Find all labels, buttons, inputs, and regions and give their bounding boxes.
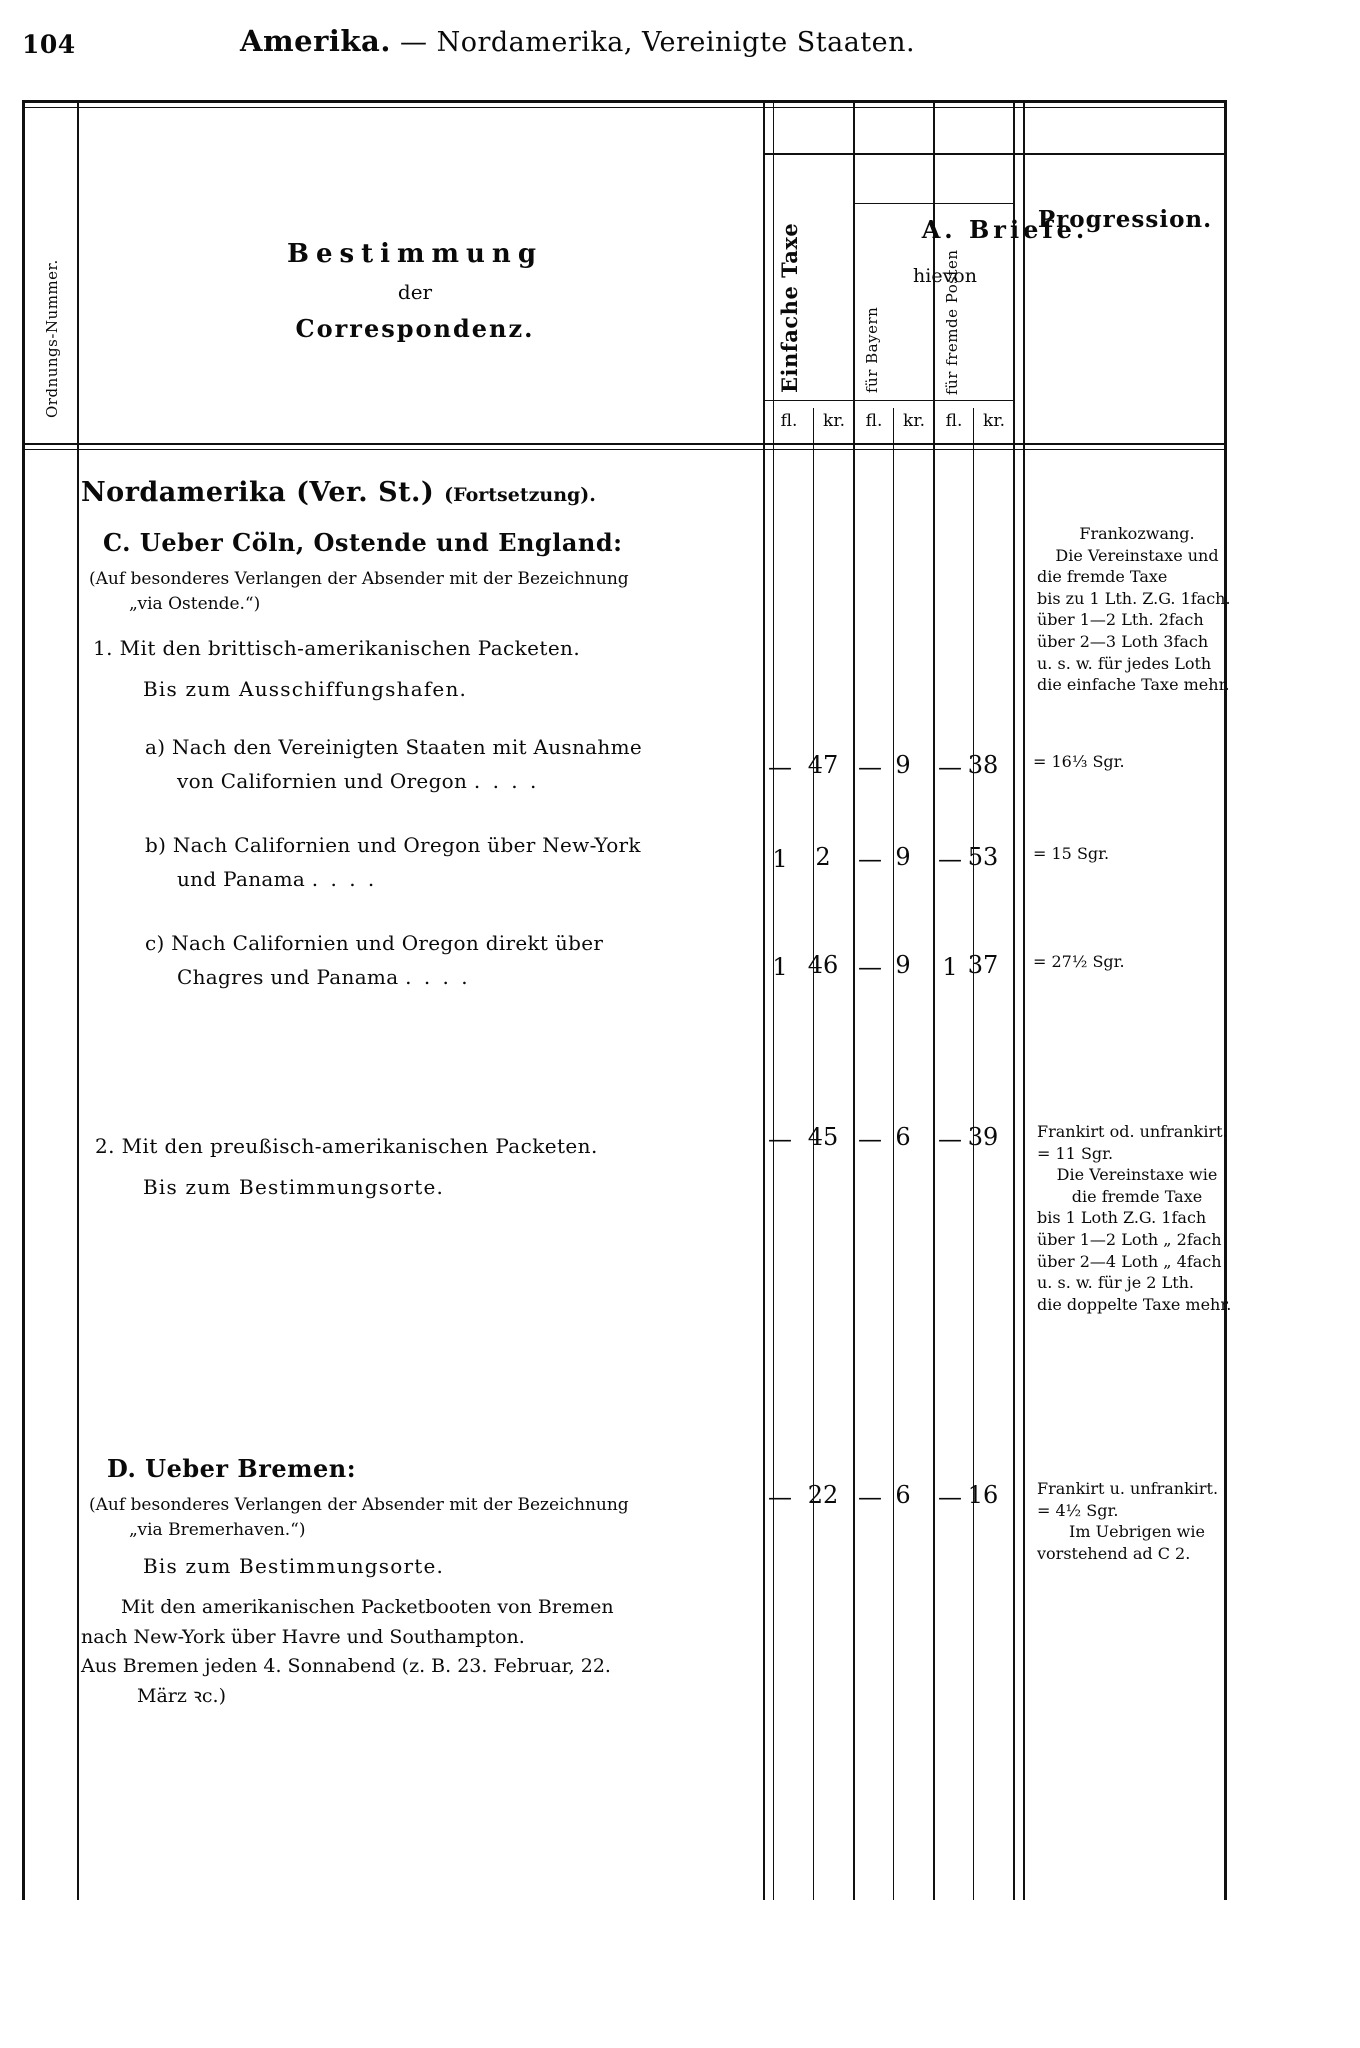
row-b-fremde-fl: —: [938, 845, 962, 873]
item-2-subheading: Bis zum Bestimmungsorte.: [143, 1175, 445, 1200]
item-2-heading: 2. Mit den preußisch-amerikanischen Packeten.: [95, 1134, 598, 1159]
item-1-subheading: Bis zum Ausschiffungshafen.: [143, 677, 468, 702]
rule-v-ordnung-right: [77, 103, 79, 1900]
progression-1-line8: die einfache Taxe mehr.: [1037, 675, 1230, 695]
column-header-fuer-fremde-posten: für fremde Posten: [943, 249, 961, 395]
entry-a-leader: . . . .: [473, 769, 540, 794]
column-header-ordnungs-nummer: Ordnungs-Nummer.: [43, 259, 61, 418]
progression-block-1: [1037, 523, 1237, 696]
d-paragraph-line3: Aus Bremen jeden 4. Sonnabend (z. B. 23. Februar, 22.: [81, 1655, 611, 1678]
progression-3-line2: = 4½ Sgr.: [1037, 1500, 1119, 1520]
item-1-heading: 1. Mit den brittisch-amerikanischen Packeten.: [93, 636, 581, 661]
rule-v-dest-right-2: [773, 103, 774, 1900]
row-a-fremde-kr: 38: [967, 751, 999, 779]
progression-2-line9: die doppelte Taxe mehr.: [1037, 1294, 1232, 1314]
subsection-d-heading: D. Ueber Bremen:: [107, 1454, 357, 1484]
subsection-d-note-line1: (Auf besonderes Verlangen der Absender mit der Bezeichnung: [89, 1495, 629, 1516]
d-paragraph-line1: Mit den amerikanischen Packetbooten von Bremen: [121, 1596, 614, 1619]
row-d-taxe-fl: —: [768, 1483, 792, 1511]
progression-1-line4: bis zu 1 Lth. Z.G. 1fach.: [1037, 588, 1231, 608]
spacer-2: [81, 1202, 753, 1452]
tariff-table: [22, 100, 1232, 1900]
row-b-taxe-fl: 1: [772, 845, 788, 873]
progression-row-b: = 15 Sgr.: [1033, 844, 1110, 863]
row-c-fremde-kr: 37: [967, 951, 999, 979]
row-a-fremde-fl: —: [938, 753, 962, 781]
progression-1-line6: über 2—3 Loth 3fach: [1037, 631, 1209, 651]
column-header-einfache-taxe: Einfache Taxe: [777, 222, 802, 393]
progression-2-line6: über 1—2 Loth „ 2fach: [1037, 1229, 1222, 1249]
subsection-d-note: [89, 1493, 753, 1542]
rule-v-fremde-mid: [973, 408, 974, 1900]
column-header-progression: Progression.: [1037, 206, 1213, 233]
row-a-bayern-fl: —: [858, 753, 882, 781]
progression-3-line4: vorstehend ad C 2.: [1037, 1543, 1191, 1563]
row-2-taxe-kr: 45: [807, 1123, 839, 1151]
subsection-c-heading: C. Ueber Cöln, Ostende und England:: [103, 528, 623, 558]
column-header-fuer-bayern: für Bayern: [863, 306, 881, 393]
progression-2-line1: Frankirt od. unfrankirt.: [1037, 1122, 1228, 1141]
rule-h-head-bottom: [25, 443, 1224, 445]
unit-taxe-kr: kr.: [823, 411, 845, 431]
running-head: [240, 24, 1110, 58]
rule-h-units-top: [763, 400, 1014, 401]
rule-v-bayern-right: [933, 103, 935, 1900]
section-heading-suffix: (Fortsetzung).: [444, 484, 596, 506]
unit-taxe-fl: fl.: [780, 411, 798, 431]
entry-a-line2: von Californien und Oregon: [177, 769, 468, 794]
row-2-taxe-fl: —: [768, 1125, 792, 1153]
row-d-fremde-kr: 16: [967, 1481, 999, 1509]
row-c-taxe-fl: 1: [772, 953, 788, 981]
destination-line-3: Correspondenz.: [295, 313, 535, 343]
rule-v-taxe-right: [853, 103, 855, 1900]
row-c-bayern-fl: —: [858, 953, 882, 981]
subsection-c-note-line2: „via Ostende.“): [129, 593, 261, 614]
destination-line-1: Bestimmung: [286, 239, 544, 269]
unit-fremde-fl: fl.: [945, 411, 963, 431]
row-2-bayern-fl: —: [858, 1125, 882, 1153]
row-c-bayern-kr: 9: [895, 951, 911, 979]
row-2-fremde-kr: 39: [967, 1123, 999, 1151]
progression-3-line3: Im Uebrigen wie: [1069, 1522, 1205, 1542]
rule-v-fremde-right: [1013, 103, 1015, 1900]
row-a-taxe-fl: —: [768, 753, 792, 781]
spacer-1: [81, 994, 753, 1114]
rule-v-dest-right: [763, 103, 765, 1900]
rule-h-head-bottom-2: [25, 449, 1224, 450]
entry-b-line2: und Panama: [177, 867, 306, 892]
progression-row-a: = 16⅓ Sgr.: [1033, 752, 1125, 771]
row-c-fremde-fl: 1: [942, 953, 958, 981]
subsection-d-paragraph: [81, 1593, 753, 1711]
progression-row-c: = 27½ Sgr.: [1033, 952, 1125, 971]
d-paragraph-line2: nach New-York über Havre und Southampton.: [81, 1625, 525, 1648]
row-a-bayern-kr: 9: [895, 751, 911, 779]
row-c-taxe-kr: 46: [807, 951, 839, 979]
row-d-taxe-kr: 22: [807, 1481, 839, 1509]
progression-1-line1: Frankozwang.: [1079, 524, 1195, 543]
row-a-taxe-kr: 47: [807, 751, 839, 779]
progression-1-line2: Die Vereinstaxe und: [1055, 545, 1219, 565]
entry-c-line1: c) Nach Californien und Oregon direkt über: [145, 931, 604, 956]
entry-a: [145, 730, 753, 798]
section-heading: [81, 473, 753, 512]
row-b-bayern-kr: 9: [895, 843, 911, 871]
entry-c-leader: . . . .: [405, 965, 471, 990]
subsection-d-note-line2: „via Bremerhaven.“): [129, 1519, 306, 1540]
destination-cell: [81, 473, 753, 1711]
progression-3-line1: Frankirt u. unfrankirt.: [1037, 1479, 1219, 1498]
rule-h-hievon-bottom: [853, 203, 1014, 204]
unit-bayern-fl: fl.: [865, 411, 883, 431]
subsection-c-note-line1: (Auf besonderes Verlangen der Absender mit der Bezeichnung: [89, 568, 629, 589]
progression-1-line5: über 1—2 Lth. 2fach: [1037, 610, 1204, 630]
progression-2-line8: u. s. w. für je 2 Lth.: [1037, 1273, 1195, 1293]
row-d-bayern-kr: 6: [895, 1481, 911, 1509]
column-header-section-a: A. Briefe.: [921, 215, 1089, 244]
progression-2-line7: über 2—4 Loth „ 4fach: [1037, 1251, 1222, 1271]
progression-block-3: [1037, 1478, 1237, 1564]
row-b-fremde-kr: 53: [967, 843, 999, 871]
progression-2-line5: bis 1 Loth Z.G. 1fach: [1037, 1208, 1207, 1228]
subsection-d-subheading: Bis zum Bestimmungsorte.: [143, 1554, 445, 1579]
running-head-rest: — Nordamerika, Vereinigte Staaten.: [400, 27, 916, 58]
page-number: 104: [22, 30, 76, 59]
progression-1-line7: u. s. w. für jedes Loth: [1037, 653, 1212, 673]
row-d-fremde-fl: —: [938, 1483, 962, 1511]
progression-1-line3: die fremde Taxe: [1037, 567, 1168, 587]
column-header-destination: [85, 233, 745, 348]
entry-c-line2: Chagres und Panama: [177, 965, 399, 990]
column-header-hievon: hievon: [913, 265, 977, 287]
row-b-bayern-fl: —: [858, 845, 882, 873]
progression-2-line3: Die Vereinstaxe wie: [1056, 1165, 1218, 1185]
progression-2-line2: = 11 Sgr.: [1037, 1143, 1114, 1163]
entry-c: [145, 926, 753, 994]
subsection-c-note: [89, 567, 753, 616]
unit-bayern-kr: kr.: [903, 411, 925, 431]
entry-b-line1: b) Nach Californien und Oregon über New-York: [145, 833, 641, 858]
rule-v-taxe-mid: [813, 408, 814, 1900]
row-d-bayern-fl: —: [858, 1483, 882, 1511]
row-2-fremde-fl: —: [938, 1125, 962, 1153]
rule-v-progression-left: [1023, 103, 1025, 1900]
row-2-bayern-kr: 6: [895, 1123, 911, 1151]
entry-b-leader: . . . .: [311, 867, 378, 892]
progression-2-line4: die fremde Taxe: [1071, 1186, 1203, 1206]
progression-block-2: [1037, 1121, 1237, 1315]
unit-fremde-kr: kr.: [983, 411, 1005, 431]
d-paragraph-line4: März ꝛc.): [137, 1684, 227, 1707]
section-heading-text: Nordamerika (Ver. St.): [81, 477, 435, 508]
entry-a-line1: a) Nach den Vereinigten Staaten mit Ausnahme: [145, 735, 642, 760]
rule-h-briefe-bottom: [763, 153, 1224, 155]
row-b-taxe-kr: 2: [815, 843, 831, 871]
destination-line-2: der: [397, 279, 433, 304]
running-head-lead: Amerika.: [240, 24, 391, 58]
rule-v-bayern-mid: [893, 408, 894, 1900]
entry-b: [145, 828, 753, 896]
